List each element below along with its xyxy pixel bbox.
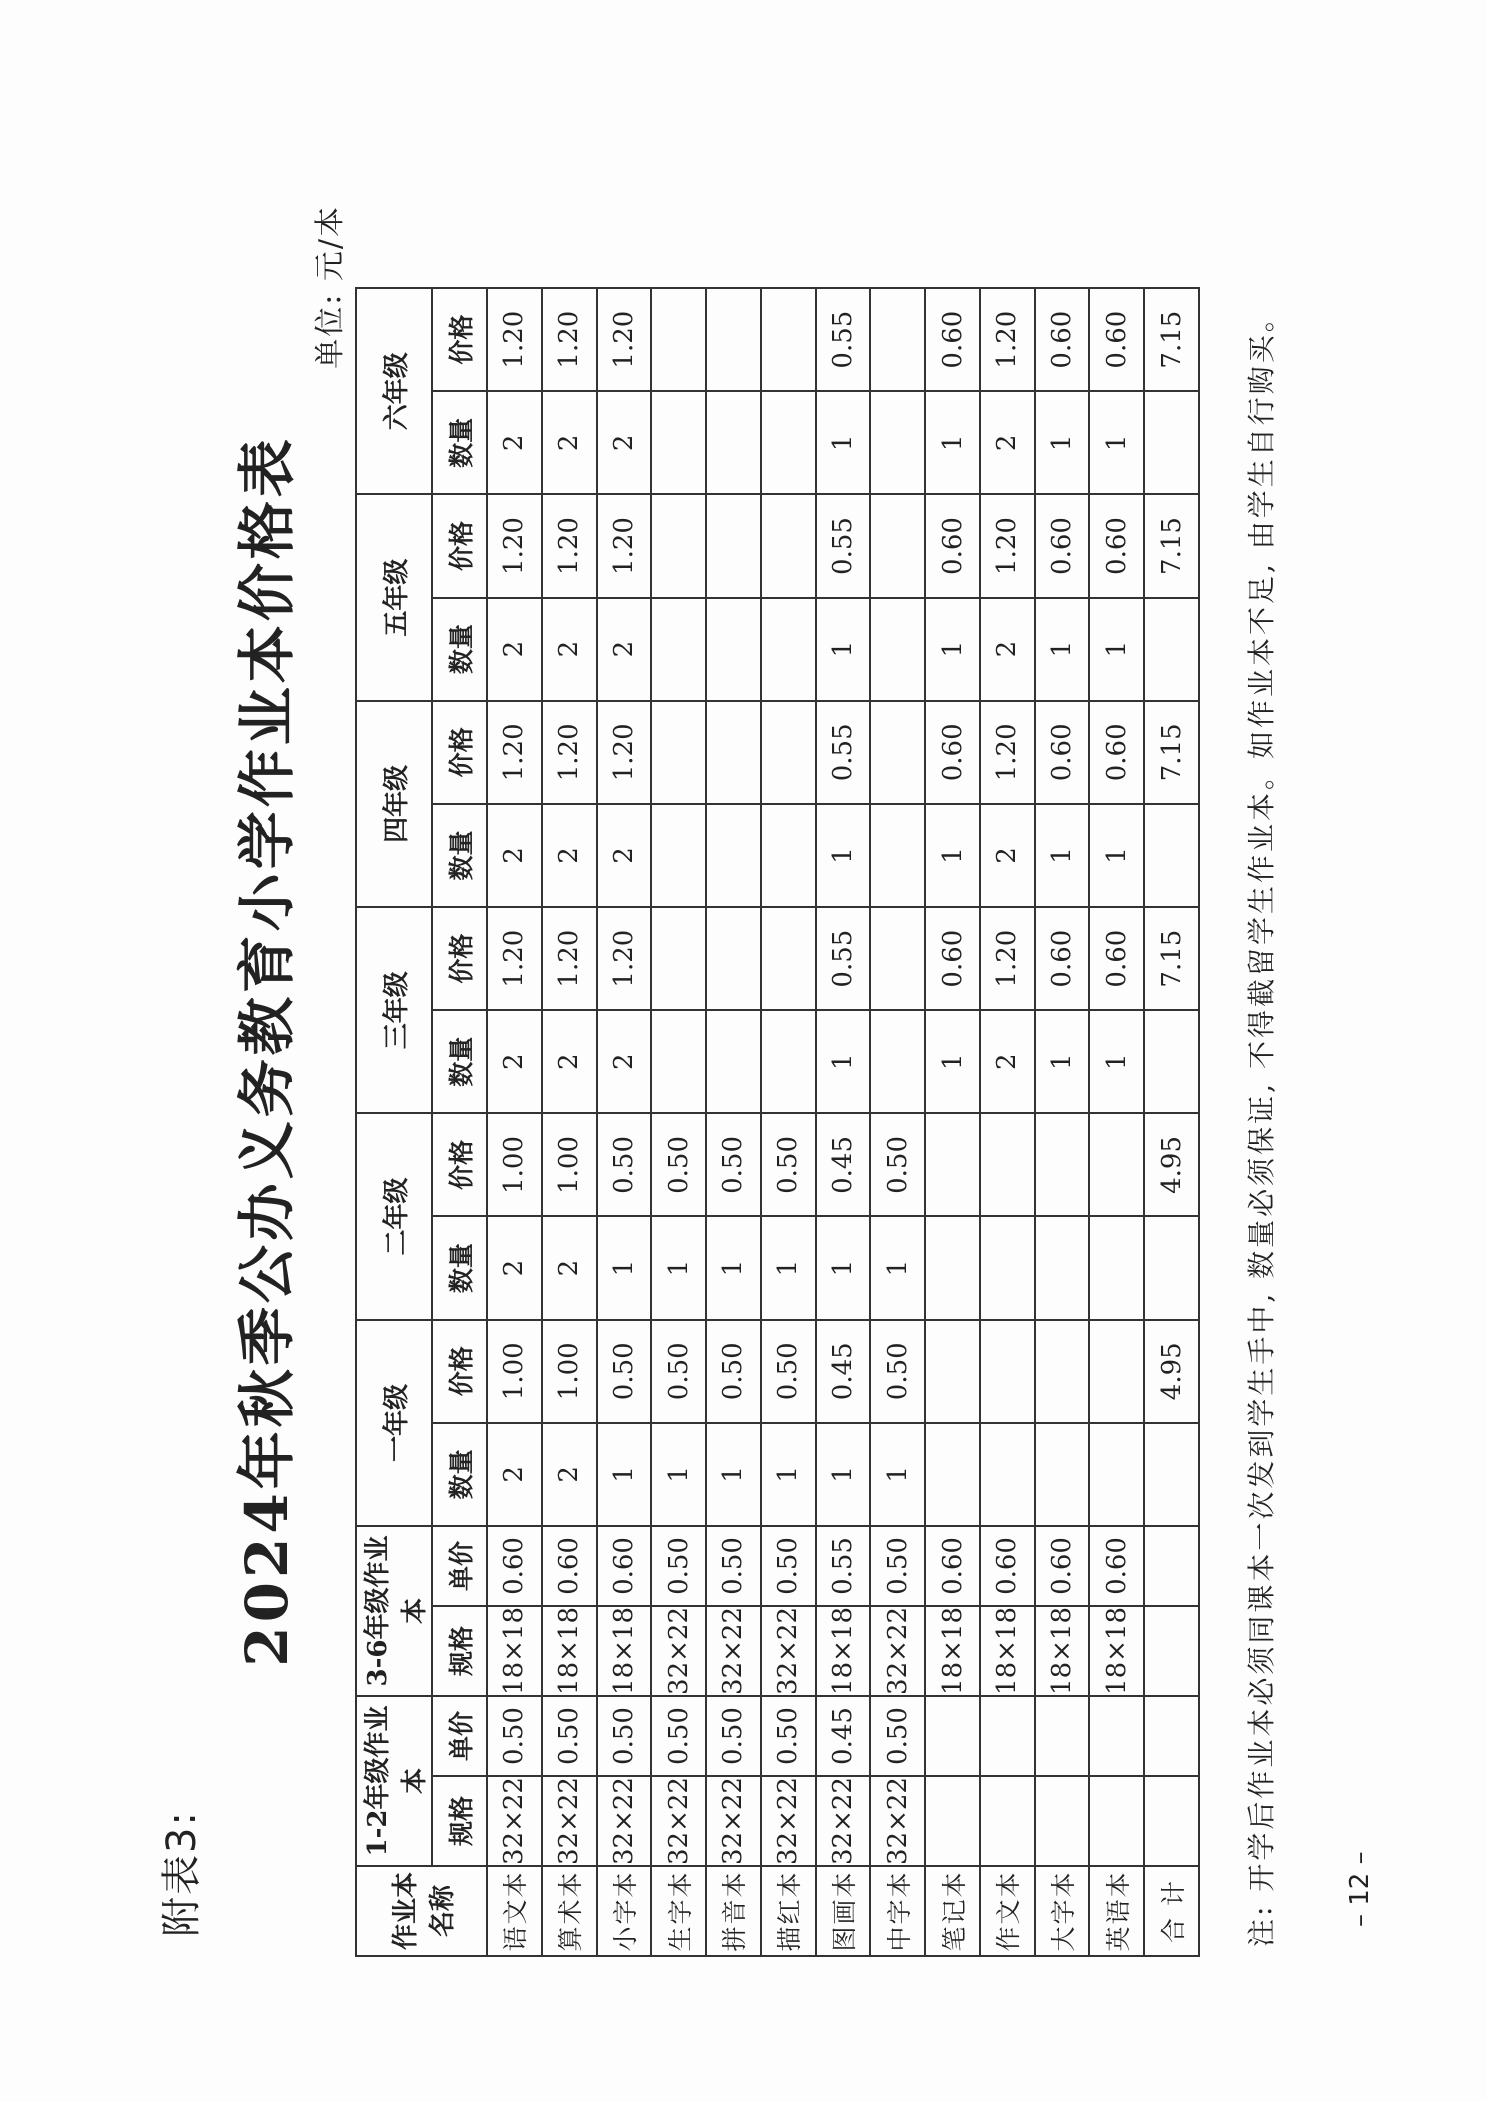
g12-price-cell <box>925 1696 980 1776</box>
price-cell <box>761 288 816 391</box>
subheader-qty: 数量 <box>432 391 487 494</box>
row-name: 笔记本 <box>925 1866 980 1956</box>
header-grade-4: 四年级 <box>356 701 432 907</box>
row-name: 描红本 <box>761 1866 816 1956</box>
qty-cell <box>870 804 925 907</box>
g12-spec-cell: 32×22 <box>487 1776 542 1866</box>
header-grade-2: 二年级 <box>356 1113 432 1319</box>
price-cell: 1.20 <box>980 701 1035 804</box>
qty-cell <box>870 598 925 701</box>
qty-cell: 2 <box>542 1010 597 1113</box>
subheader-price: 价格 <box>432 1113 487 1216</box>
qty-cell: 1 <box>761 1217 816 1320</box>
total-row <box>1144 288 1199 1956</box>
qty-cell: 2 <box>487 804 542 907</box>
qty-cell <box>761 391 816 494</box>
price-cell: 0.60 <box>925 907 980 1010</box>
price-cell <box>651 494 706 597</box>
price-cell <box>651 907 706 1010</box>
g12-spec-cell: 32×22 <box>651 1776 706 1866</box>
price-cell <box>1035 1320 1090 1423</box>
price-cell: 0.50 <box>706 1320 761 1423</box>
table-row <box>1089 288 1144 1956</box>
g12-spec-cell <box>925 1776 980 1866</box>
qty-cell <box>761 1010 816 1113</box>
price-cell: 7.15 <box>1144 288 1199 391</box>
qty-cell: 2 <box>542 391 597 494</box>
price-cell <box>706 701 761 804</box>
qty-cell: 1 <box>597 1423 652 1526</box>
qty-cell: 1 <box>870 1423 925 1526</box>
qty-cell: 1 <box>925 1010 980 1113</box>
g36-spec-cell: 32×22 <box>761 1606 816 1696</box>
g12-spec-cell: 32×22 <box>542 1776 597 1866</box>
price-cell: 1.20 <box>487 701 542 804</box>
price-cell: 0.60 <box>925 494 980 597</box>
qty-cell <box>761 804 816 907</box>
table-row <box>870 288 925 1956</box>
g36-spec-cell: 18×18 <box>980 1606 1035 1696</box>
qty-cell: 1 <box>816 1423 871 1526</box>
g36-spec-cell: 18×18 <box>1089 1606 1144 1696</box>
row-name: 作文本 <box>980 1866 1035 1956</box>
price-cell <box>980 1113 1035 1216</box>
row-name: 语文本 <box>487 1866 542 1956</box>
header-g36: 3-6年级作业本 <box>356 1526 432 1696</box>
g36-price-cell: 0.60 <box>1089 1526 1144 1606</box>
qty-cell: 2 <box>980 1010 1035 1113</box>
row-name: 小字本 <box>597 1866 652 1956</box>
price-cell: 1.20 <box>542 288 597 391</box>
qty-cell: 1 <box>706 1423 761 1526</box>
subheader-price: 价格 <box>432 907 487 1010</box>
qty-cell: 1 <box>1035 804 1090 907</box>
price-cell <box>925 1320 980 1423</box>
price-cell: 0.50 <box>651 1320 706 1423</box>
price-cell: 1.20 <box>597 494 652 597</box>
g36-spec-cell: 32×22 <box>870 1606 925 1696</box>
price-cell: 1.00 <box>487 1320 542 1423</box>
price-cell: 0.50 <box>870 1113 925 1216</box>
price-cell <box>706 907 761 1010</box>
qty-cell <box>1035 1217 1090 1320</box>
price-cell: 0.55 <box>816 701 871 804</box>
g36-spec-cell: 32×22 <box>651 1606 706 1696</box>
qty-cell <box>870 1010 925 1113</box>
price-cell: 7.15 <box>1144 701 1199 804</box>
footnote: 注: 开学后作业本必须同课本一次发到学生手中, 数量必须保证, 不得截留学生作业本。如作业本不足, 由学生自行购买。 <box>1245 301 1278 1947</box>
empty-cell-g36-spec <box>1144 1606 1199 1696</box>
qty-cell <box>870 391 925 494</box>
qty-cell: 2 <box>487 598 542 701</box>
qty-cell: 2 <box>980 391 1035 494</box>
price-table <box>355 287 1200 1957</box>
table-row <box>487 288 542 1956</box>
price-cell: 1.20 <box>597 288 652 391</box>
qty-cell: 2 <box>487 1010 542 1113</box>
g12-price-cell: 0.50 <box>870 1696 925 1776</box>
g12-spec-cell: 32×22 <box>816 1776 871 1866</box>
price-cell: 0.60 <box>925 701 980 804</box>
price-cell <box>651 288 706 391</box>
qty-cell <box>761 598 816 701</box>
price-cell: 1.20 <box>487 494 542 597</box>
price-cell <box>870 701 925 804</box>
empty-cell-g12-spec <box>1144 1776 1199 1866</box>
row-name: 中字本 <box>870 1866 925 1956</box>
price-cell <box>651 701 706 804</box>
price-cell: 0.45 <box>816 1113 871 1216</box>
qty-cell: 1 <box>651 1217 706 1320</box>
price-cell <box>706 288 761 391</box>
price-cell <box>761 701 816 804</box>
g12-price-cell <box>1089 1696 1144 1776</box>
row-name: 算术本 <box>542 1866 597 1956</box>
table-row <box>1035 288 1090 1956</box>
qty-cell: 2 <box>487 1217 542 1320</box>
row-name: 大字本 <box>1035 1866 1090 1956</box>
qty-cell: 1 <box>1089 1010 1144 1113</box>
header-grade-5: 五年级 <box>356 494 432 700</box>
qty-cell: 2 <box>980 598 1035 701</box>
subheader-price: 价格 <box>432 1320 487 1423</box>
qty-cell: 1 <box>1089 598 1144 701</box>
price-cell <box>870 288 925 391</box>
g36-price-cell: 0.60 <box>980 1526 1035 1606</box>
qty-cell <box>1089 1217 1144 1320</box>
subheader-unit_price: 单价 <box>432 1696 487 1776</box>
price-cell <box>1035 1113 1090 1216</box>
g36-price-cell: 0.60 <box>597 1526 652 1606</box>
row-name: 拼音本 <box>706 1866 761 1956</box>
g12-price-cell <box>980 1696 1035 1776</box>
price-cell <box>1089 1113 1144 1216</box>
qty-cell: 1 <box>925 391 980 494</box>
price-cell: 0.50 <box>761 1113 816 1216</box>
price-cell: 0.60 <box>1089 907 1144 1010</box>
qty-cell: 2 <box>597 391 652 494</box>
empty-cell-g12-price <box>1144 1696 1199 1776</box>
table-row <box>761 288 816 1956</box>
table-row <box>651 288 706 1956</box>
qty-cell: 1 <box>1089 391 1144 494</box>
g12-price-cell: 0.50 <box>706 1696 761 1776</box>
qty-cell <box>706 598 761 701</box>
g12-price-cell: 0.50 <box>487 1696 542 1776</box>
g36-spec-cell: 18×18 <box>597 1606 652 1696</box>
table-row <box>542 288 597 1956</box>
subheader-qty: 数量 <box>432 1010 487 1113</box>
g12-price-cell: 0.45 <box>816 1696 871 1776</box>
qty-cell <box>1144 598 1199 701</box>
price-cell: 0.50 <box>651 1113 706 1216</box>
qty-cell <box>651 1010 706 1113</box>
table-row <box>706 288 761 1956</box>
row-name: 生字本 <box>651 1866 706 1956</box>
price-cell: 1.00 <box>542 1320 597 1423</box>
qty-cell: 1 <box>761 1423 816 1526</box>
price-cell: 1.20 <box>542 907 597 1010</box>
g12-spec-cell: 32×22 <box>761 1776 816 1866</box>
qty-cell: 1 <box>597 1217 652 1320</box>
price-cell: 0.60 <box>1089 701 1144 804</box>
g12-spec-cell <box>980 1776 1035 1866</box>
qty-cell <box>651 804 706 907</box>
g36-price-cell: 0.50 <box>761 1526 816 1606</box>
g12-price-cell: 0.50 <box>542 1696 597 1776</box>
g36-spec-cell: 18×18 <box>816 1606 871 1696</box>
qty-cell <box>925 1423 980 1526</box>
price-cell <box>925 1113 980 1216</box>
g36-price-cell: 0.60 <box>487 1526 542 1606</box>
price-cell: 1.20 <box>487 288 542 391</box>
price-cell: 0.50 <box>706 1113 761 1216</box>
qty-cell: 2 <box>980 804 1035 907</box>
price-cell: 1.00 <box>487 1113 542 1216</box>
g36-price-cell: 0.55 <box>816 1526 871 1606</box>
qty-cell <box>925 1217 980 1320</box>
g36-price-cell: 0.60 <box>542 1526 597 1606</box>
row-name: 合 计 <box>1144 1866 1199 1956</box>
g36-spec-cell: 18×18 <box>487 1606 542 1696</box>
qty-cell <box>651 598 706 701</box>
price-cell: 1.20 <box>487 907 542 1010</box>
price-cell: 0.60 <box>1089 288 1144 391</box>
g36-price-cell: 0.60 <box>1035 1526 1090 1606</box>
qty-cell: 1 <box>816 391 871 494</box>
header-name: 作业本名称 <box>356 1866 487 1956</box>
qty-cell: 1 <box>925 598 980 701</box>
g12-price-cell: 0.50 <box>597 1696 652 1776</box>
price-cell: 1.20 <box>542 701 597 804</box>
qty-cell: 1 <box>1035 391 1090 494</box>
qty-cell: 2 <box>487 391 542 494</box>
qty-cell: 1 <box>1035 598 1090 701</box>
price-cell: 0.55 <box>816 288 871 391</box>
qty-cell <box>980 1217 1035 1320</box>
g36-price-cell: 0.50 <box>651 1526 706 1606</box>
qty-cell: 1 <box>816 1217 871 1320</box>
qty-cell: 1 <box>925 804 980 907</box>
unit-label: 单位: 元/本 <box>313 205 348 369</box>
qty-cell: 2 <box>597 1010 652 1113</box>
price-cell: 0.45 <box>816 1320 871 1423</box>
header-grade-3: 三年级 <box>356 907 432 1113</box>
price-cell: 0.60 <box>1035 907 1090 1010</box>
subheader-price: 价格 <box>432 494 487 597</box>
qty-cell <box>1144 1217 1199 1320</box>
price-cell: 1.20 <box>980 907 1035 1010</box>
qty-cell <box>1144 1423 1199 1526</box>
price-cell <box>870 907 925 1010</box>
price-cell: 0.50 <box>761 1320 816 1423</box>
price-cell <box>870 494 925 597</box>
qty-cell: 2 <box>487 1423 542 1526</box>
g12-spec-cell: 32×22 <box>706 1776 761 1866</box>
qty-cell: 2 <box>542 1423 597 1526</box>
qty-cell: 2 <box>542 1217 597 1320</box>
g36-spec-cell: 32×22 <box>706 1606 761 1696</box>
table-row <box>816 288 871 1956</box>
price-cell: 4.95 <box>1144 1320 1199 1423</box>
header-grade-1: 一年级 <box>356 1320 432 1526</box>
price-cell: 1.20 <box>980 494 1035 597</box>
subheader-qty: 数量 <box>432 1423 487 1526</box>
table-row <box>925 288 980 1956</box>
g12-price-cell: 0.50 <box>761 1696 816 1776</box>
price-cell: 0.50 <box>597 1113 652 1216</box>
price-cell: 1.20 <box>597 701 652 804</box>
header-grade-6: 六年级 <box>356 288 432 494</box>
g12-price-cell <box>1035 1696 1090 1776</box>
row-name: 图画本 <box>816 1866 871 1956</box>
price-cell: 7.15 <box>1144 907 1199 1010</box>
subheader-qty: 数量 <box>432 1217 487 1320</box>
qty-cell <box>1144 391 1199 494</box>
subheader-price: 价格 <box>432 288 487 391</box>
price-cell: 0.55 <box>816 494 871 597</box>
g36-spec-cell: 18×18 <box>542 1606 597 1696</box>
qty-cell <box>980 1423 1035 1526</box>
annex-label: 附表3: <box>159 1810 205 1937</box>
qty-cell <box>1144 1010 1199 1113</box>
price-cell: 0.60 <box>925 288 980 391</box>
qty-cell: 1 <box>870 1217 925 1320</box>
price-cell: 1.00 <box>542 1113 597 1216</box>
row-name: 英语本 <box>1089 1866 1144 1956</box>
g36-price-cell: 0.60 <box>925 1526 980 1606</box>
g12-spec-cell: 32×22 <box>870 1776 925 1866</box>
subheader-unit_price: 单价 <box>432 1526 487 1606</box>
g36-price-cell: 0.50 <box>870 1526 925 1606</box>
g36-spec-cell: 18×18 <box>925 1606 980 1696</box>
qty-cell <box>1144 804 1199 907</box>
price-cell <box>980 1320 1035 1423</box>
qty-cell <box>706 1010 761 1113</box>
price-cell: 1.20 <box>980 288 1035 391</box>
qty-cell: 1 <box>651 1423 706 1526</box>
qty-cell: 2 <box>542 598 597 701</box>
qty-cell: 1 <box>1089 804 1144 907</box>
price-cell: 0.60 <box>1035 288 1090 391</box>
page-title: 2024年秋季公办义务教育小学作业本价格表 <box>233 435 301 1667</box>
price-cell: 0.60 <box>1035 701 1090 804</box>
qty-cell <box>1035 1423 1090 1526</box>
qty-cell: 2 <box>597 804 652 907</box>
subheader-price: 价格 <box>432 701 487 804</box>
price-cell: 0.50 <box>597 1320 652 1423</box>
header-g12: 1-2年级作业本 <box>356 1696 432 1866</box>
qty-cell: 1 <box>706 1217 761 1320</box>
g12-spec-cell: 32×22 <box>597 1776 652 1866</box>
g36-price-cell: 0.50 <box>706 1526 761 1606</box>
qty-cell: 1 <box>816 804 871 907</box>
subheader-spec: 规格 <box>432 1776 487 1866</box>
subheader-qty: 数量 <box>432 598 487 701</box>
qty-cell: 1 <box>816 598 871 701</box>
qty-cell: 2 <box>542 804 597 907</box>
qty-cell <box>706 391 761 494</box>
price-cell: 4.95 <box>1144 1113 1199 1216</box>
g12-spec-cell <box>1089 1776 1144 1866</box>
table-row <box>980 288 1035 1956</box>
qty-cell <box>706 804 761 907</box>
price-cell <box>1089 1320 1144 1423</box>
qty-cell: 1 <box>816 1010 871 1113</box>
g12-spec-cell <box>1035 1776 1090 1866</box>
price-cell <box>761 907 816 1010</box>
price-cell <box>706 494 761 597</box>
price-cell <box>761 494 816 597</box>
qty-cell <box>651 391 706 494</box>
price-cell: 1.20 <box>542 494 597 597</box>
page-number: – 12 – <box>1345 1851 1375 1927</box>
price-cell: 0.50 <box>870 1320 925 1423</box>
price-cell: 0.60 <box>1035 494 1090 597</box>
qty-cell: 1 <box>1035 1010 1090 1113</box>
price-cell: 0.60 <box>1089 494 1144 597</box>
g36-spec-cell: 18×18 <box>1035 1606 1090 1696</box>
qty-cell <box>1089 1423 1144 1526</box>
price-cell: 7.15 <box>1144 494 1199 597</box>
qty-cell: 2 <box>597 598 652 701</box>
price-cell: 1.20 <box>597 907 652 1010</box>
table-row <box>597 288 652 1956</box>
empty-cell-g36-price <box>1144 1526 1199 1606</box>
g12-price-cell: 0.50 <box>651 1696 706 1776</box>
subheader-qty: 数量 <box>432 804 487 907</box>
subheader-spec: 规格 <box>432 1606 487 1696</box>
price-cell: 0.55 <box>816 907 871 1010</box>
